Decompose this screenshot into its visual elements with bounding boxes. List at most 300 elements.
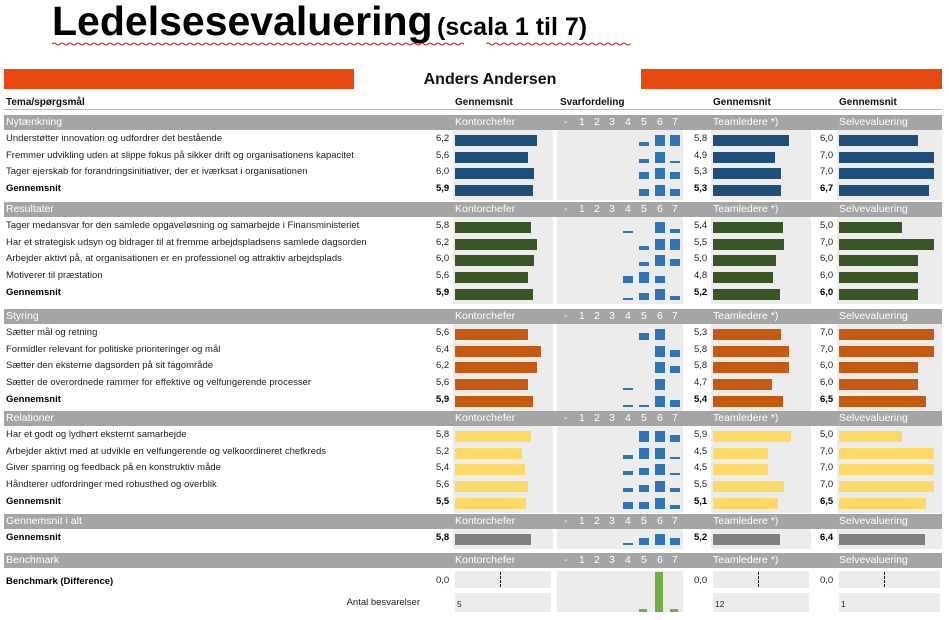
score-bar (455, 448, 522, 459)
scale-label: 5 (641, 310, 647, 322)
score-value: 5,0 (820, 220, 834, 231)
scale-label: 2 (594, 515, 600, 527)
distribution-bar (670, 350, 680, 357)
score-value: 5,0 (694, 253, 708, 265)
distribution-bar (623, 543, 633, 545)
score-bar (455, 272, 528, 283)
score-value: 6,5 (820, 495, 834, 507)
distribution-bar (655, 168, 665, 179)
benchmark-distribution-bar (655, 572, 663, 612)
scale-label: 1 (579, 554, 585, 566)
score-value: 5,2 (436, 445, 450, 457)
distribution-bar (655, 534, 665, 545)
score-bar (455, 239, 537, 250)
distribution-bar (670, 172, 680, 179)
score-bar (839, 448, 934, 459)
group-label: Kontorchefer (455, 116, 516, 128)
title-scale: (scala 1 til 7) (437, 13, 588, 41)
score-bar (839, 135, 918, 146)
score-value: 5,8 (436, 532, 450, 543)
score-bar (713, 239, 784, 250)
score-value: 7,0 (820, 445, 834, 457)
scale-label: 7 (672, 515, 678, 527)
score-bar (713, 379, 772, 390)
scale-label: 3 (609, 412, 615, 424)
orange-band-left (4, 69, 354, 89)
score-value: 5,5 (694, 236, 708, 248)
distribution-bar (670, 135, 680, 146)
score-bar (713, 448, 768, 459)
score-value: 5,4 (694, 220, 708, 231)
benchmark-distribution-bar (670, 609, 678, 612)
distribution-bar (639, 272, 649, 283)
score-bar (713, 152, 775, 163)
question-label: Giver sparring og feedback på en konstruktiv måde (6, 462, 221, 474)
score-bar (455, 168, 534, 179)
group-label: Selvevaluering (839, 310, 908, 322)
scale-label: 4 (625, 412, 631, 424)
score-bar (455, 255, 534, 266)
distribution-bar (639, 431, 649, 442)
score-bar (839, 362, 918, 373)
score-bar (455, 346, 541, 357)
score-bar (455, 289, 533, 300)
score-bar (713, 135, 789, 146)
distribution-bar (623, 298, 633, 300)
score-value: 5,9 (436, 393, 450, 405)
group-label: Kontorchefer (455, 203, 516, 215)
score-value: 5,3 (694, 327, 708, 338)
distribution-bar (670, 400, 680, 407)
score-bar (839, 289, 918, 300)
distribution-bar (670, 259, 680, 266)
score-value: 7,0 (820, 149, 834, 161)
distribution-bar (655, 346, 665, 357)
orange-band-right (641, 69, 942, 89)
question-label: Sætter de overordnede rammer for effektive og velfungerende processer (6, 377, 312, 389)
distribution-bar (639, 485, 649, 492)
score-value: 4,5 (694, 462, 708, 474)
benchmark-value: 0,0 (820, 575, 834, 586)
section-name: Resultater (6, 203, 54, 215)
score-value: 5,8 (694, 133, 708, 144)
score-bar (839, 239, 934, 250)
score-value: 7,0 (820, 479, 834, 491)
score-bar (455, 431, 531, 442)
distribution-bar (670, 435, 680, 442)
score-bar (713, 481, 784, 492)
question-label: Har et strategisk udsyn og bidrager til at fremme arbejdspladsens samlede dagsorden (6, 236, 367, 248)
header-avg-kontorchefer: Gennemsnit (455, 97, 513, 108)
score-bar (839, 464, 934, 475)
score-value: 5,8 (436, 429, 450, 440)
score-bar (713, 534, 780, 545)
score-bar (839, 185, 929, 196)
responses-count: 5 (457, 599, 462, 609)
score-bar (839, 431, 902, 442)
benchmark-panel (839, 571, 940, 588)
benchmark-panel (713, 571, 809, 588)
score-value: 5,9 (436, 183, 450, 195)
group-label: Selvevaluering (839, 203, 908, 215)
score-value: 5,2 (694, 532, 708, 543)
score-bar (713, 464, 768, 475)
score-bar (455, 481, 528, 492)
distribution-bar (639, 159, 649, 163)
group-label: Teamledere *) (713, 554, 779, 566)
score-bar (455, 135, 537, 146)
scale-label: 5 (641, 554, 647, 566)
distribution-bar (639, 538, 649, 545)
score-bar (839, 329, 934, 340)
scale-label: 3 (609, 116, 615, 128)
section-name: Styring (6, 310, 39, 322)
scale-label: 2 (594, 116, 600, 128)
scale-label: 1 (579, 116, 585, 128)
score-value: 7,0 (820, 236, 834, 248)
benchmark-value: 0,0 (694, 575, 708, 586)
distribution-bar (639, 293, 649, 300)
score-value: 4,5 (694, 445, 708, 457)
scale-label: 1 (579, 203, 585, 215)
score-value: 5,9 (694, 429, 708, 440)
benchmark-zero-line (758, 572, 759, 587)
responses-panel (839, 593, 940, 612)
section-name: Relationer (6, 412, 54, 424)
scale-label: 6 (657, 310, 663, 322)
score-value: 6,0 (820, 286, 834, 298)
section-name: Gennemsnit i alt (6, 515, 82, 527)
group-label: Selvevaluering (839, 554, 908, 566)
group-label: Teamledere *) (713, 116, 779, 128)
distribution-bar (655, 498, 665, 509)
scale-label: 5 (641, 203, 647, 215)
score-bar (713, 272, 773, 283)
score-bar (839, 222, 902, 233)
benchmark-distribution-bar (639, 609, 647, 612)
score-value: 5,4 (694, 393, 708, 405)
distribution-bar (655, 222, 665, 233)
score-bar (839, 255, 918, 266)
responses-label: Antal besvarelser (346, 597, 420, 608)
score-value: 4,7 (694, 377, 708, 389)
section-name: Nytænkning (6, 116, 63, 128)
score-value: 6,7 (820, 183, 834, 195)
question-label: Arbejder aktivt på, at organisationen er en professionel og attraktiv arbejdsplads (6, 253, 342, 265)
score-value: 5,3 (694, 183, 708, 195)
scale-label: 4 (625, 203, 631, 215)
benchmark-zero-line (500, 572, 501, 587)
distribution-bar (623, 276, 633, 283)
scale-label: 6 (657, 116, 663, 128)
distribution-bar (655, 481, 665, 492)
score-value: 5,2 (694, 286, 708, 298)
score-bar (455, 152, 528, 163)
scale-label: 7 (672, 412, 678, 424)
distribution-bar (655, 448, 665, 459)
score-value: 5,8 (436, 220, 450, 231)
score-bar (839, 152, 934, 163)
distribution-bar (623, 488, 633, 492)
score-value: 5,6 (436, 479, 450, 491)
score-value: 4,9 (694, 149, 708, 161)
question-label: Motiverer til præstation (6, 270, 103, 282)
question-label: Gennemsnit (6, 286, 61, 298)
scale-label: - (564, 310, 568, 322)
distribution-bar (670, 366, 680, 373)
question-label: Gennemsnit (6, 532, 61, 543)
question-label: Arbejder aktivt med at udvikle en velfungerende og velkoordineret chefkreds (6, 445, 327, 457)
benchmark-label: Benchmark (Difference) (6, 576, 114, 587)
section-header-benchmark (4, 553, 942, 568)
scale-label: 5 (641, 116, 647, 128)
distribution-bar (670, 457, 680, 459)
header-theme: Tema/spørgsmål (6, 97, 85, 108)
distribution-bar (670, 538, 680, 545)
scale-label: 3 (609, 515, 615, 527)
question-label: Gennemsnit (6, 393, 61, 405)
distribution-bar (655, 379, 665, 390)
score-value: 4,8 (694, 270, 708, 282)
score-bar (455, 534, 531, 545)
distribution-bar (655, 255, 665, 266)
score-bar (455, 396, 533, 407)
scale-label: 6 (657, 515, 663, 527)
distribution-bar (655, 431, 665, 442)
score-bar (713, 498, 778, 509)
score-value: 5,8 (694, 343, 708, 355)
scale-label: - (564, 203, 568, 215)
score-value: 6,0 (820, 270, 834, 282)
distribution-bar (639, 448, 649, 459)
score-bar (455, 379, 528, 390)
score-bar (455, 498, 526, 509)
group-label: Kontorchefer (455, 554, 516, 566)
scale-label: - (564, 554, 568, 566)
distribution-bar (639, 333, 649, 340)
responses-panel (713, 593, 809, 612)
score-value: 6,4 (436, 343, 450, 355)
score-value: 5,5 (694, 479, 708, 491)
scale-label: - (564, 515, 568, 527)
scale-label: 7 (672, 116, 678, 128)
question-label: Sætter mål og retning (6, 327, 98, 338)
group-label: Selvevaluering (839, 116, 908, 128)
score-bar (713, 362, 789, 373)
distribution-bar (623, 405, 633, 407)
header-avg-selvevaluering: Gennemsnit (839, 97, 897, 108)
question-label: Sætter den eksterne dagsorden på sit fagområde (6, 360, 214, 372)
distribution-bar (623, 231, 633, 233)
scale-label: 6 (657, 554, 663, 566)
score-bar (713, 255, 776, 266)
score-value: 6,0 (820, 253, 834, 265)
group-label: Teamledere *) (713, 412, 779, 424)
section-header-3 (4, 411, 942, 426)
score-bar (713, 431, 791, 442)
score-bar (455, 464, 525, 475)
score-value: 5,6 (436, 149, 450, 161)
score-value: 6,2 (436, 360, 450, 372)
scale-label: - (564, 116, 568, 128)
distribution-bar (623, 388, 633, 390)
question-label: Tager medansvar for den samlede opgaveløsning og samarbejde i Finansministeriet (6, 220, 360, 231)
score-value: 7,0 (820, 166, 834, 178)
distribution-bar (639, 262, 649, 266)
score-value: 7,0 (820, 343, 834, 355)
distribution-bar (639, 405, 649, 407)
scale-label: 2 (594, 554, 600, 566)
distribution-bar (639, 172, 649, 179)
header-divider (4, 109, 942, 110)
scale-label: 2 (594, 412, 600, 424)
score-value: 5,0 (820, 429, 834, 440)
score-value: 6,0 (436, 166, 450, 178)
score-bar (839, 272, 918, 283)
distribution-bar (655, 396, 665, 407)
score-value: 5,6 (436, 327, 450, 338)
score-value: 6,0 (820, 377, 834, 389)
scale-label: 1 (579, 515, 585, 527)
score-bar (713, 185, 781, 196)
score-value: 6,2 (436, 236, 450, 248)
distribution-bar (623, 455, 633, 459)
group-label: Kontorchefer (455, 310, 516, 322)
scale-label: 6 (657, 412, 663, 424)
scale-label: 2 (594, 310, 600, 322)
score-value: 5,3 (694, 166, 708, 178)
benchmark-zero-line (884, 572, 885, 587)
scale-label: 7 (672, 203, 678, 215)
score-value: 6,0 (436, 253, 450, 265)
score-bar (839, 168, 934, 179)
group-label: Kontorchefer (455, 412, 516, 424)
scale-label: 6 (657, 203, 663, 215)
score-bar (839, 346, 934, 357)
score-value: 5,6 (436, 270, 450, 282)
question-label: Har et godt og lydhørt eksternt samarbejde (6, 429, 187, 440)
benchmark-distribution-panel (557, 571, 683, 612)
section-header-1 (4, 202, 942, 217)
responses-panel (455, 593, 551, 612)
group-label: Teamledere *) (713, 310, 779, 322)
scale-label: 4 (625, 515, 631, 527)
score-value: 7,0 (820, 327, 834, 338)
score-bar (713, 329, 781, 340)
distribution-bar (655, 239, 665, 250)
distribution-bar (670, 505, 680, 509)
group-label: Teamledere *) (713, 203, 779, 215)
title-main: Ledelsesevaluering (52, 0, 433, 44)
scale-label: 4 (625, 310, 631, 322)
distribution-bar (655, 362, 665, 373)
question-label: Gennemsnit (6, 183, 61, 195)
spellcheck-underline-2 (486, 42, 631, 46)
score-value: 5,5 (436, 495, 450, 507)
distribution-bar (670, 296, 680, 300)
score-value: 7,0 (820, 462, 834, 474)
score-value: 5,8 (694, 360, 708, 372)
score-bar (455, 185, 533, 196)
distribution-bar (639, 189, 649, 196)
score-value: 6,0 (820, 360, 834, 372)
score-value: 6,2 (436, 133, 450, 144)
score-bar (455, 222, 531, 233)
distribution-bar (670, 161, 680, 163)
question-label: Tager ejerskab for forandringsinitiativer, der er iværksat i organisationen (6, 166, 308, 178)
header-avg-teamledere: Gennemsnit (713, 97, 771, 108)
scale-label: 3 (609, 203, 615, 215)
scale-label: 3 (609, 310, 615, 322)
group-label: Selvevaluering (839, 515, 908, 527)
distribution-bar (639, 468, 649, 475)
question-label: Gennemsnit (6, 495, 61, 507)
score-value: 6,5 (820, 393, 834, 405)
scale-label: 1 (579, 412, 585, 424)
scale-label: 1 (579, 310, 585, 322)
score-bar (713, 168, 781, 179)
benchmark-value: 0,0 (436, 575, 450, 586)
section-name: Benchmark (6, 554, 60, 566)
score-value: 5,6 (436, 377, 450, 389)
scale-label: 5 (641, 515, 647, 527)
score-bar (839, 396, 926, 407)
distribution-bar (639, 142, 649, 146)
distribution-bar (670, 488, 680, 492)
distribution-bar (655, 276, 665, 283)
question-label: Fremmer udvikling uden at slippe fokus på sikker drift og organisationens kapacitet (6, 149, 354, 161)
score-value: 5,4 (436, 462, 450, 474)
score-value: 6,0 (820, 133, 834, 144)
spellcheck-underline (52, 42, 467, 46)
score-bar (455, 362, 537, 373)
distribution-bar (655, 135, 665, 146)
distribution-bar (670, 229, 680, 233)
score-value: 5,1 (694, 495, 708, 507)
distribution-bar (655, 152, 665, 163)
distribution-bar (623, 471, 633, 475)
distribution-bar (670, 473, 680, 475)
responses-count: 1 (841, 599, 846, 609)
distribution-bar (655, 329, 665, 340)
score-bar (455, 329, 528, 340)
scale-label: 4 (625, 116, 631, 128)
distribution-bar (655, 289, 665, 300)
score-bar (713, 222, 783, 233)
score-bar (839, 481, 934, 492)
distribution-bar (623, 502, 633, 509)
scale-label: 4 (625, 554, 631, 566)
distribution-bar (655, 464, 665, 475)
scale-label: - (564, 412, 568, 424)
score-value: 5,9 (436, 286, 450, 298)
scale-label: 2 (594, 203, 600, 215)
responses-count: 12 (715, 599, 725, 609)
section-header-0 (4, 115, 942, 130)
distribution-bar (670, 189, 680, 196)
group-label: Teamledere *) (713, 515, 779, 527)
score-bar (839, 498, 926, 509)
score-value: 6,4 (820, 532, 834, 543)
header-svarfordeling: Svarfordeling (560, 97, 625, 108)
scale-label: 5 (641, 412, 647, 424)
scale-label: 3 (609, 554, 615, 566)
distribution-bar (655, 185, 665, 196)
score-bar (839, 379, 918, 390)
score-bar (713, 346, 789, 357)
scale-label: 7 (672, 554, 678, 566)
score-bar (839, 534, 925, 545)
